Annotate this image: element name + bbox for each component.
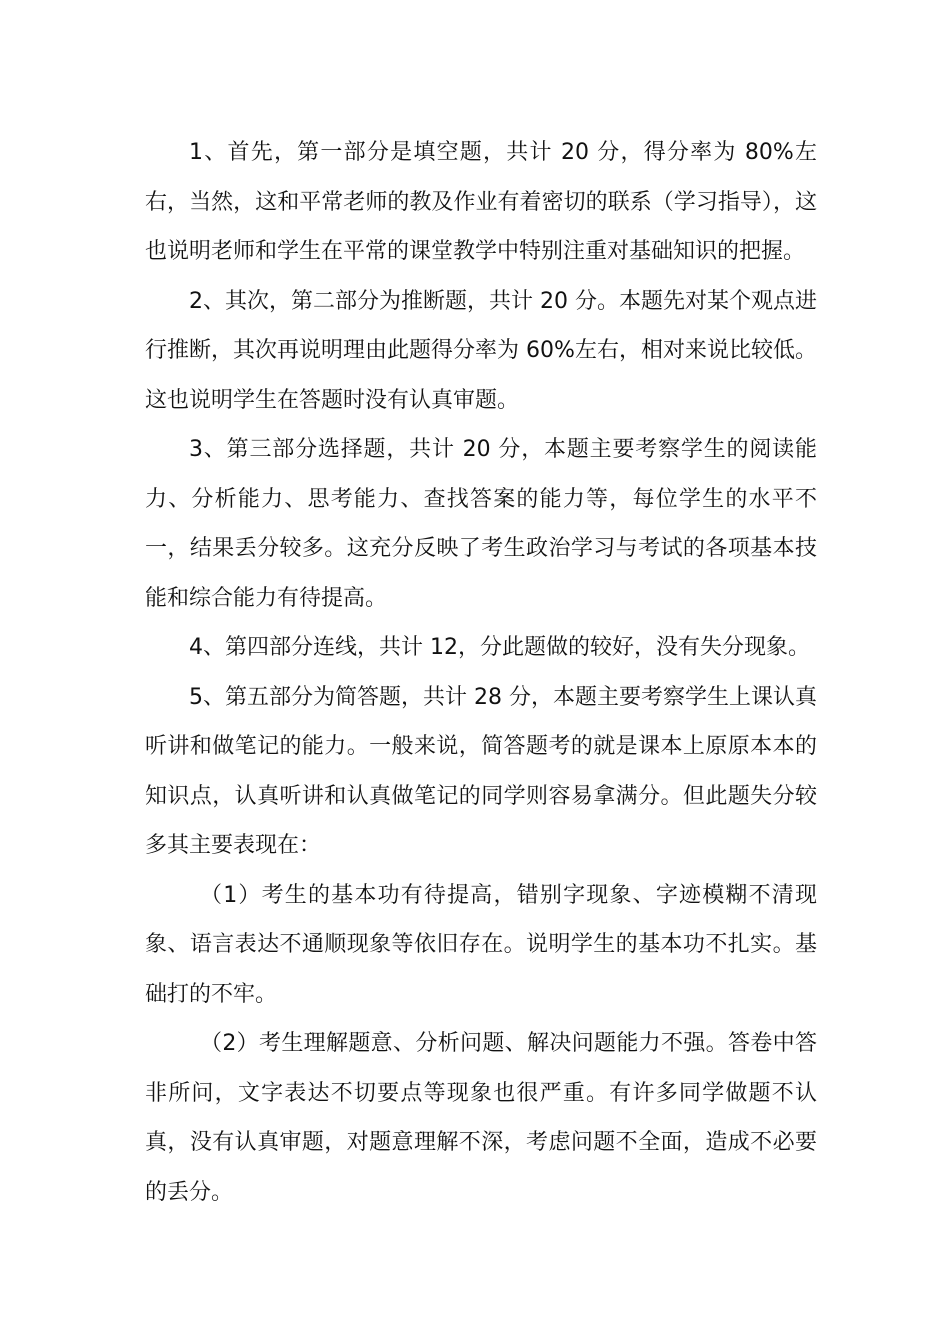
paragraph-part-5: 5、第五部分为简答题，共计 28 分，本题主要考察学生上课认真听讲和做笔记的能力。一般来说，简答题考的就是课本上原原本本的知识点，认真听讲和认真做笔记的同学则容易拿满分。但此题失分较多其主要表现在：: [145, 684, 817, 858]
paragraph-part-1: 1、首先，第一部分是填空题，共计 20 分，得分率为 80%左右，当然，这和平常老师的教及作业有着密切的联系（学习指导），这也说明老师和学生在平常的课堂教学中特别注重对基础知识的把握。: [145, 140, 817, 264]
paragraph-point-2: （2）考生理解题意、分析问题、解决问题能力不强。答卷中答非所问，文字表达不切要点等现象也很严重。有许多同学做题不认真，没有认真审题，对题意理解不深，考虑问题不全面，造成不必要的丢分。: [145, 1031, 817, 1205]
document-body: [145, 128, 817, 1217]
paragraph-part-4: 4、第四部分连线，共计 12，分此题做的较好，没有失分现象。: [189, 635, 810, 660]
paragraph-point-1: （1）考生的基本功有待提高，错别字现象、字迹模糊不清现象、语言表达不通顺现象等依旧存在。说明学生的基本功不扎实。基础打的不牢。: [145, 882, 817, 1007]
paragraph-part-2: 2、其次，第二部分为推断题，共计 20 分。本题先对某个观点进行推断，其次再说明理由此题得分率为 60%左右，相对来说比较低。这也说明学生在答题时没有认真审题。: [145, 288, 817, 413]
paragraph-part-3: 3、第三部分选择题，共计 20 分，本题主要考察学生的阅读能力、分析能力、思考能力、查找答案的能力等，每位学生的水平不一，结果丢分较多。这充分反映了考生政治学习与考试的各项基本技能和综合能力有待提高。: [145, 437, 817, 611]
